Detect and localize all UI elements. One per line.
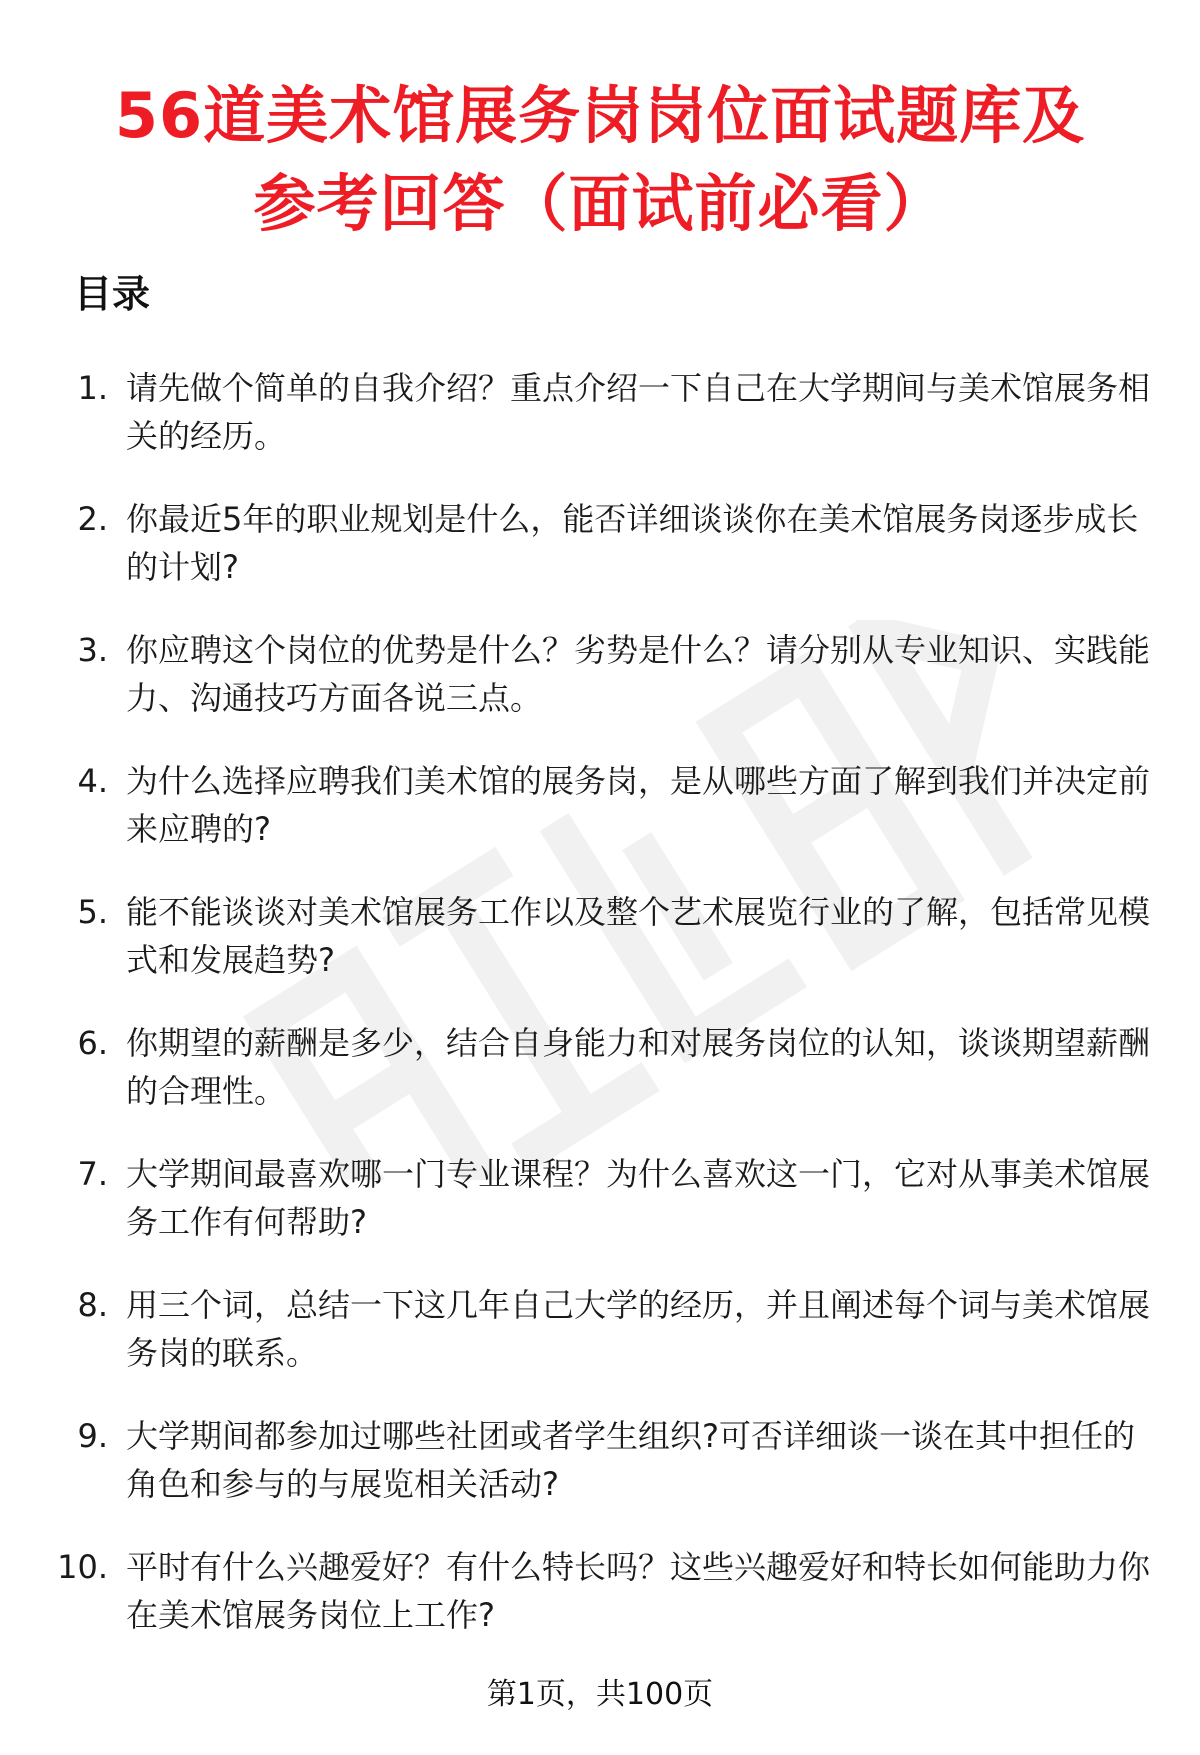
toc-item-text: 平时有什么兴趣爱好？有什么特长吗？这些兴趣爱好和特长如何能助力你在美术馆展务岗位上工作?: [126, 1548, 1151, 1634]
toc-item: [0, 626, 1200, 757]
document-title: [60, 72, 1140, 248]
toc-item-text: 用三个词，总结一下这几年自己大学的经历，并且阐述每个词与美术馆展务岗的联系。: [126, 1286, 1151, 1372]
toc-item: [0, 757, 1200, 888]
page-footer: 第1页，共100页: [486, 1677, 714, 1712]
toc-heading: 目录: [74, 272, 151, 316]
toc-item-number: 1.: [77, 369, 108, 407]
toc-item-text: 能不能谈谈对美术馆展务工作以及整个艺术展览行业的了解，包括常见模式和发展趋势?: [126, 893, 1151, 979]
title-line-2: 参考回答（面试前必看）: [253, 167, 947, 240]
toc-item-number: 9.: [77, 1417, 108, 1455]
toc-item-number: 7.: [77, 1155, 108, 1193]
toc-item: [0, 888, 1200, 1019]
title-line-1: 56道美术馆展务岗岗位面试题库及: [114, 79, 1086, 152]
toc-item-number: 10.: [57, 1548, 108, 1586]
toc-item-number: 2.: [77, 500, 108, 538]
toc-item: [0, 1412, 1200, 1543]
toc-item: [0, 1281, 1200, 1412]
toc-item-number: 6.: [77, 1024, 108, 1062]
toc-list: [0, 364, 1200, 1674]
toc-item-number: 4.: [77, 762, 108, 800]
toc-item-text: 你应聘这个岗位的优势是什么？劣势是什么？请分别从专业知识、实践能力、沟通技巧方面各说三点。: [126, 631, 1151, 717]
toc-item-text: 为什么选择应聘我们美术馆的展务岗，是从哪些方面了解到我们并决定前来应聘的?: [126, 762, 1151, 848]
toc-item: [0, 1019, 1200, 1150]
toc-item: [0, 495, 1200, 626]
toc-item-text: 大学期间都参加过哪些社团或者学生组织?可否详细谈一谈在其中担任的角色和参与的与展览相关活动?: [126, 1417, 1135, 1503]
toc-item: [0, 1543, 1200, 1674]
toc-item-number: 3.: [77, 631, 108, 669]
toc-item: [0, 1150, 1200, 1281]
toc-item: [0, 364, 1200, 495]
toc-item-text: 你期望的薪酬是多少，结合自身能力和对展务岗位的认知，谈谈期望薪酬的合理性。: [126, 1024, 1151, 1110]
toc-item-number: 5.: [77, 893, 108, 931]
toc-item-text: 你最近5年的职业规划是什么，能否详细谈谈你在美术馆展务岗逐步成长的计划?: [126, 500, 1139, 586]
toc-item-text: 请先做个简单的自我介绍？重点介绍一下自己在大学期间与美术馆展务相关的经历。: [126, 369, 1151, 455]
toc-item-number: 8.: [77, 1286, 108, 1324]
toc-item-text: 大学期间最喜欢哪一门专业课程？为什么喜欢这一门，它对从事美术馆展务工作有何帮助?: [126, 1155, 1151, 1241]
